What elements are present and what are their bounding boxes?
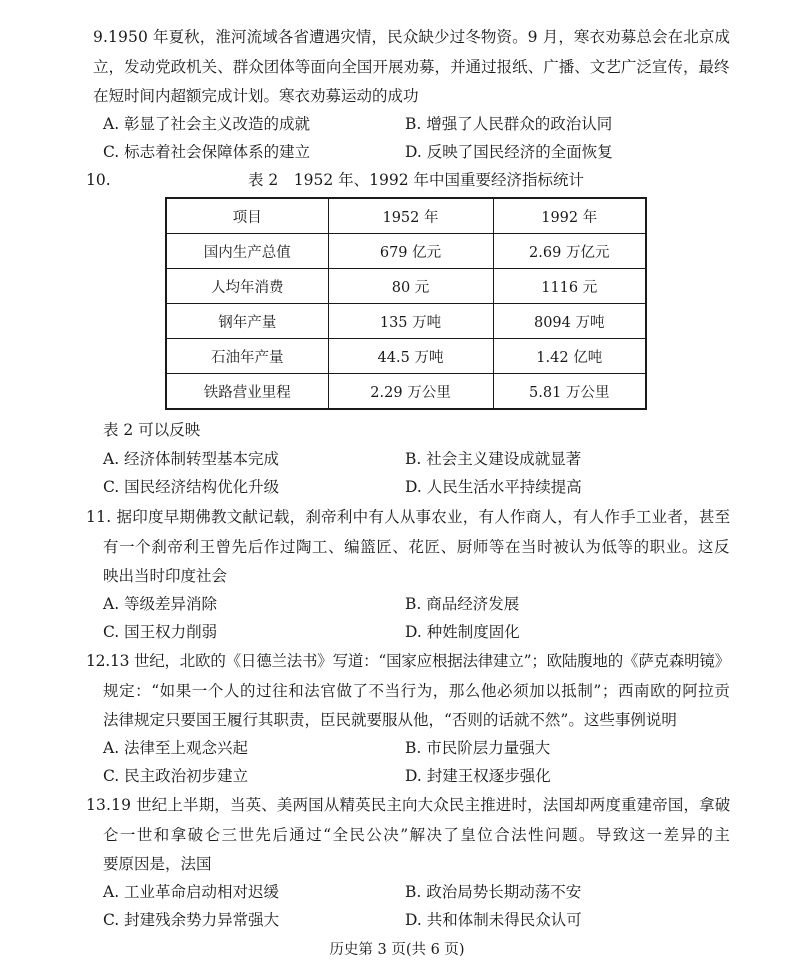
table-cell: 铁路营业里程	[166, 374, 328, 410]
page-footer: 历史第 3 页(共 6 页)	[329, 942, 465, 958]
question-12-line-1: 12.13 世纪，北欧的《日德兰法书》写道：“国家应根据法律建立”；欧陆腹地的《萨克森明镜》	[86, 652, 730, 670]
table-cell: 80 元	[328, 269, 493, 304]
question-11-option-d: D. 种姓制度固化	[405, 623, 520, 641]
table-cell: 135 万吨	[328, 304, 493, 339]
table-cell: 钢年产量	[166, 304, 328, 339]
table-cell: 1.42 亿吨	[493, 339, 646, 374]
question-9-option-d: D. 反映了国民经济的全面恢复	[405, 143, 613, 161]
question-9-line-1: 9.1950 年夏秋，淮河流域各省遭遇灾情，民众缺少过冬物资。9 月，寒衣劝募总会在北京成	[93, 28, 731, 46]
question-13-option-c: C. 封建残余势力异常强大	[103, 911, 280, 929]
question-10-option-a: A. 经济体制转型基本完成	[103, 450, 280, 468]
table-cell: 1116 元	[493, 269, 646, 304]
question-13-line-1: 13.19 世纪上半期，当英、美两国从精英民主向大众民主推进时，法国却两度重建帝国，拿破	[86, 796, 731, 814]
table-cell: 44.5 万吨	[328, 339, 493, 374]
question-9-option-c: C. 标志着社会保障体系的建立	[103, 143, 311, 161]
table-cell: 679 亿元	[328, 234, 493, 269]
table-cell: 2.29 万公里	[328, 374, 493, 410]
question-12-option-b: B. 市民阶层力量强大	[405, 739, 551, 757]
question-11-line-1: 11. 据印度早期佛教文献记载，刹帝利中有人从事农业，有人作商人，有人作手工业者，甚至	[86, 508, 731, 526]
question-12-line-3: 法律规定只要国王履行其职责，臣民就要服从他，“否则的话就不然”。这些事例说明	[103, 711, 677, 729]
question-10-number: 10.	[86, 171, 111, 189]
question-12-option-c: C. 民主政治初步建立	[103, 767, 249, 785]
question-13-option-d: D. 共和体制未得民众认可	[405, 911, 582, 929]
question-9-option-a: A. 彰显了社会主义改造的成就	[103, 115, 311, 133]
question-9-line-2: 立，发动党政机关、群众团体等面向全国开展劝募，并通过报纸、广播、文艺广泛宣传，最终	[93, 58, 730, 76]
table-cell: 石油年产量	[166, 339, 328, 374]
question-10-option-b: B. 社会主义建设成就显著	[405, 450, 582, 468]
table-header-row	[166, 198, 646, 234]
question-12-option-a: A. 法律至上观念兴起	[103, 739, 249, 757]
table-header-cell: 1992 年	[493, 198, 646, 234]
table-cell: 国内生产总值	[166, 234, 328, 269]
question-13-line-2: 仑一世和拿破仑三世先后通过“全民公决”解决了皇位合法性问题。导致这一差异的主	[103, 826, 732, 844]
table-row	[166, 339, 646, 374]
table-cell: 人均年消费	[166, 269, 328, 304]
question-12-line-2: 规定：“如果一个人的过往和法官做了不当行为，那么他必须加以抵制”；西南欧的阿拉贡	[103, 682, 731, 700]
table-row	[166, 269, 646, 304]
question-13-option-b: B. 政治局势长期动荡不安	[405, 883, 582, 901]
table-caption: 表 2 1952 年、1992 年中国重要经济指标统计	[248, 171, 585, 189]
table-row	[166, 234, 646, 269]
question-12-option-d: D. 封建王权逐步强化	[405, 767, 551, 785]
question-11-option-b: B. 商品经济发展	[405, 595, 520, 613]
question-11-line-3: 映出当时印度社会	[103, 567, 228, 585]
table-row	[166, 374, 646, 410]
table-row	[166, 304, 646, 339]
table-header-cell: 项目	[166, 198, 328, 234]
question-11-line-2: 有一个刹帝利王曾先后作过陶工、编篮匠、花匠、厨师等在当时被认为低等的职业。这反	[103, 538, 731, 556]
question-13-line-3: 要原因是，法国	[103, 855, 212, 873]
question-10-stem: 表 2 可以反映	[103, 421, 201, 439]
table-cell: 8094 万吨	[493, 304, 646, 339]
question-13-option-a: A. 工业革命启动相对迟缓	[103, 883, 280, 901]
question-10-option-d: D. 人民生活水平持续提高	[405, 478, 582, 496]
economic-indicators-table	[165, 197, 647, 410]
table-cell: 2.69 万亿元	[493, 234, 646, 269]
table-cell: 5.81 万公里	[493, 374, 646, 410]
question-9-line-3: 在短时间内超额完成计划。寒衣劝募运动的成功	[93, 87, 419, 105]
question-11-option-c: C. 国王权力削弱	[103, 623, 218, 641]
question-10-option-c: C. 国民经济结构优化升级	[103, 478, 280, 496]
question-11-option-a: A. 等级差异消除	[103, 595, 218, 613]
table-header-cell: 1952 年	[328, 198, 493, 234]
question-9-option-b: B. 增强了人民群众的政治认同	[405, 115, 613, 133]
